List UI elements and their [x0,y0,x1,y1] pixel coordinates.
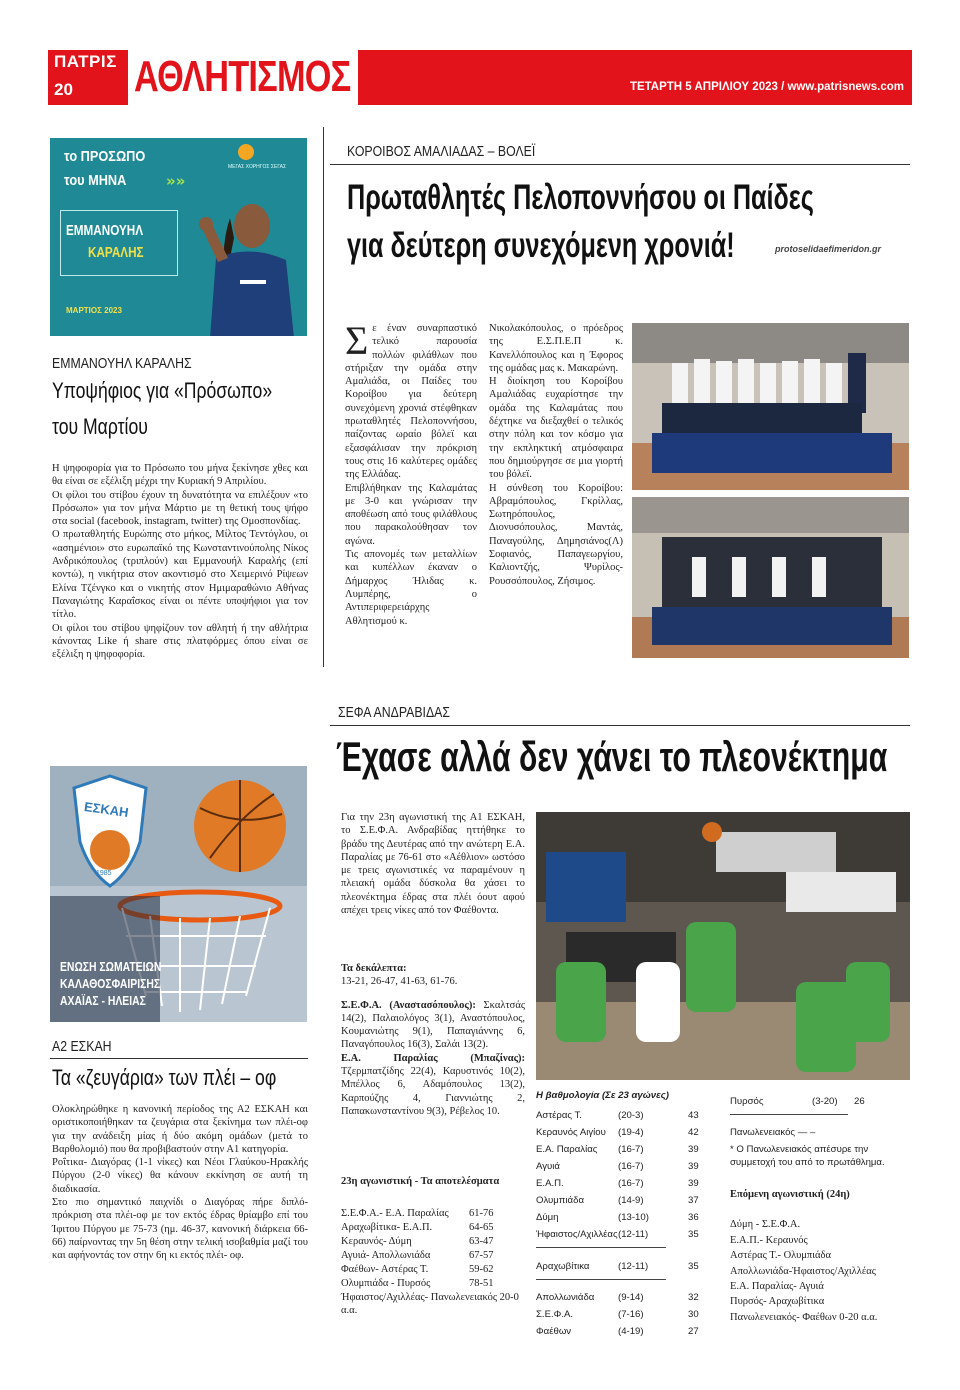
volley-headline-2: για δεύτερη συνεχόμενη χρονιά! [347,226,735,265]
team-points: 32 [688,1292,699,1303]
eskah-headline: Τα «ζευγάρια» των πλέι – οφ [52,1065,277,1090]
paralia-team-label: Ε.Α. Παραλίας (Μπαζίνας): [341,1052,525,1064]
column-divider [323,127,324,667]
team-record: (16-7) [618,1144,644,1155]
standings-divider [730,1114,848,1115]
team-record: (12-11) [618,1261,649,1272]
sefa-kicker: ΣΕΦΑ ΑΝΔΡΑΒΙΔΑΣ [338,704,450,721]
name-frame [60,210,178,276]
volley-headline-1: Πρωταθλητές Πελοποννήσου οι Παίδες [347,178,814,217]
double-arrow-icon: »» [166,172,186,190]
page-number: 20 [54,80,73,99]
team-name: Κεραυνός Αιγίου [536,1127,606,1138]
team-record: (7-16) [618,1309,644,1320]
fixture: Ε.Α.Π.- Κεραυνός [730,1234,808,1246]
standings-divider [536,1247,666,1248]
promo-line1: το ΠΡΟΣΩΠΟ [64,148,146,165]
result-score: 67-57 [469,1250,494,1261]
promo-last-name: ΚΑΡΑΛΗΣ [88,244,144,261]
ad-line1: ΕΝΩΣΗ ΣΩΜΑΤΕΙΩΝ [60,959,162,974]
dropcap-letter: Σ [345,318,369,363]
fixture: Πυρσός- Αραχωβίτικα [730,1296,825,1308]
result-row-last: Ήφαιστος/Αχιλλέας- Πανωλενειακός 20-0 α.α. [341,1292,519,1317]
result-row [341,1207,531,1221]
withdrawal-note: * Ο Πανωλενειακός απέσυρε την συμμετοχή του από το πρωτάθλημα. [730,1144,885,1168]
section-label-box [128,50,358,105]
team-name: Πυρσός [730,1096,764,1107]
sefa-intro-column [341,811,525,917]
promo-first-name: ΕΜΜΑΝΟΥΗΛ [66,222,144,239]
team-record: (19-4) [618,1127,644,1138]
result-match: Αγυιά- Απολλωνιάδα [341,1250,431,1261]
eskah-paragraph: Στο πιο σημαντικό παιχνίδι ο Διαγόρας πήρε διπλό-πρόκριση στα πλέι-οφ με τον εκτός έδρας θρίαμβο επί του Ίφιτου Πύργου με 75-73 (ημ. 46-37, κανονική διάρκεια 66-66) παίρνοντας την 5η θέση στην τελική ισοβαθμία μαζί του και αφήνοντάς τον στην 6η κι εκτός πλέι- οφ. [52,1197,308,1262]
team-points: 42 [688,1127,699,1138]
result-match: Αραχωβίτικα- Ε.Α.Π. [341,1222,433,1233]
volley-column-1 [345,318,477,628]
volley-team-photo-2 [632,497,909,658]
promo-month: ΜΑΡΤΙΟΣ 2023 [66,306,122,315]
eskah-kicker: Α2 ΕΣΚΑΗ [52,1038,112,1055]
team-record: (13-10) [618,1212,649,1223]
result-row [341,1277,531,1291]
result-score: 78-51 [469,1278,494,1289]
paralia-players: Τζερμπατζίδης 22(4), Καρυστινός 10(2), Μπέλλος 6, Αδαμόπουλος 13(2), Καρπούζης 4, Γιαννιώτης 2, Παπακωνσταντίνου 9(3), Ρέβελος 10. [341,1066,525,1117]
results-list [341,1207,531,1318]
eskah-logo-text: ΕΣΚΑΗ [83,798,130,821]
sponsor-logo-icon [238,144,254,160]
withdrawn-team: Πανωλενειακός — – [730,1127,816,1138]
kicker-rule [50,1058,308,1059]
sefa-team-label: Σ.Ε.Φ.Α. (Αναστασόπουλος): [341,999,476,1011]
face-of-month-promo [50,138,307,336]
result-score: 59-62 [469,1264,494,1275]
result-match: Κεραυνός- Δύμη [341,1236,412,1247]
ad-line2: ΚΑΛΑΘΟΣΦΑΙΡΙΣΗΣ [60,976,161,991]
team-points: 35 [688,1261,699,1272]
team-name: Σ.Ε.Φ.Α. [536,1309,574,1320]
team-record: (14-9) [618,1195,644,1206]
karalis-paragraph: Ο πρωταθλητής Ευρώπης στο μήκος, Μίλτος Τεντόγλου, οι «ασημένιοι» στο ευρωπαϊκό της Κωνσταντινούπολης Νίκος Ανδρικόπουλος (τριπλούν) και Εμμανουήλ Καραλής (επί κοντώ), η νικήτρια στον ακοντισμό στο Χειμερινό Ρίψεων Ελίνα Τζένγκο και ο νικητής στον Ημιμαραθώνιο Αθήνας Παναγιώτης Καραΐσκος είναι οι πέντε υποψήφιοι για τον τίτλο. [52,529,308,621]
team-record: (9-14) [618,1292,644,1303]
basketball-game-photo [536,812,910,1080]
next-round [730,1188,910,1325]
eskah-basketball-ad [50,766,307,1022]
result-score: 63-47 [469,1236,494,1247]
fixture: Απολλωνιάδα-Ήφαιστος/Αχιλλέας [730,1265,876,1277]
sefa-intro: Για την 23η αγωνιστική της Α1 ΕΣΚΑΗ, το Σ.Ε.Φ.Α. Ανδραβίδας ηττήθηκε το βράδυ της Δευτέρας από την ανώτερη Ε.Α. Παραλίας με 76-61 στο «Αέθλιον» ωστόσο με τρεις αγωνιστικές να παραμένουν η πλειακή ομάδα δύσκολα θα χάσει το πλεονέκτημα έδρας στα πλέι όουτ αφού απέχει τρεις νίκες από τον Φαέθοντα. [341,812,525,917]
team-points: 27 [688,1326,699,1337]
result-match: Φαέθων- Αστέρας Τ. [341,1264,429,1275]
team-name: Ήφαιστος/Αχιλλέας [536,1229,618,1240]
team-record: (3-20) [812,1096,838,1107]
team-record: (4-19) [618,1326,644,1337]
result-match: Ολυμπιάδα - Πυρσός [341,1278,431,1289]
quarters-label: Τα δεκάλεπτα: [341,963,407,974]
volley-col2-para3: Η σύνθεση του Κοροίβου: Αβραμόπουλος, Γκρίλλας, Σωτηρόπουλος, Διονυσόπουλος, Μαντάς, Παναγούλης, Δημησιάνος(Λ) Σοφιανός, Παπαγεωργίου, Καλιοντζής, Ψυρίλος-Ρουσσόπουλος, Ζήσιμος. [489,482,623,587]
promo-line2: του ΜΗΝΑ [64,172,127,189]
karalis-headline-2: του Μαρτίου [52,414,148,439]
team-name: Φαέθων [536,1326,572,1337]
sefa-headline: Έχασε αλλά δεν χάνει το πλεονέκτημα [336,733,888,780]
eskah-paragraph: Ολοκληρώθηκε η κανονική περίοδος της Α2 ΕΣΚΑΗ και οριστικοποιήθηκαν τα ζευγάρια στα ξεκίνημα των πλέι-οφ για την ανάδειξη μίας ή δύο ακόμη ομάδων (μετά το Βαρθολομιό) που θα προβιβαστούν στην Α1 κατηγορία. [52,1104,308,1155]
issue-date-site: ΤΕΤΑΡΤΗ 5 ΑΠΡΙΛΙΟΥ 2023 / www.patrisnews.com [629,81,904,93]
karalis-paragraph: Οι φίλοι του στίβου έχουν τη δυνατότητα να επιλέξουν «το Πρόσωπο» για τον μήνα Μάρτιο με τη θετική τους ψήφο στα social (facebook, instagram, twitter) της Ομοσπονδίας. [52,489,308,528]
team-name: Δύμη [536,1212,559,1223]
team-name: Αστέρας Τ. [536,1110,582,1121]
volley-col2-para1: Νικολακόπουλος, ο πρόεδρος της Ε.Σ.Π.Ε.Π κ. Κανελλόπουλος και η Έφορος της ομάδας μας κ. Μακαρώνη. [489,323,623,374]
team-record: (16-7) [618,1178,644,1189]
team-name: Αγυιά [536,1161,560,1172]
volley-kicker: ΚΟΡΟΙΒΟΣ ΑΜΑΛΙΑΔΑΣ – ΒΟΛΕΪ [347,143,536,160]
standings-title: Η βαθμολογία (Σε 23 αγώνες) [536,1090,669,1101]
eskah-logo-year: 1985 [96,870,112,877]
volley-col1-text: ε έναν συναρπαστικό τελικό παρουσία πολλών φιλάθλων που στήριξαν την ομάδα στην Αμαλιάδα, οι Παίδες του Κοροίβου για δεύτερη συνεχόμενη χρονιά στέφθηκαν πρωταθλητές Πελοποννήσου, παίζοντας ωραίο βόλεϊ και εξασφάλισαν την πρόκριση τους στις 16 καλύτερες ομάδες της Ελλάδας. [345,323,477,481]
karalis-kicker: ΕΜΜΑΝΟΥΗΛ ΚΑΡΑΛΗΣ [52,355,192,372]
team-name: Απολλωνιάδα [536,1292,595,1303]
sefa-players: Σκαλτσάς 14(2), Παλαιολόγος 3(1), Αναστόπουλος, Κουμανιώτης 9(1), Παπαγιάννης 6, Παναγόπουλος 16(3), Σαλάι 13(2). [341,999,525,1051]
team-points: 36 [688,1212,699,1223]
eskah-body [52,1103,308,1263]
team-points: 39 [688,1178,699,1189]
volley-col1-para3: Τις απονομές των μεταλλίων και κυπέλλων έκαναν ο Δήμαρχος Ήλιδας κ. Λυμπέρης, ο Αντιπεριφερειάρχης Αθλητισμού κ. [345,549,477,627]
volley-team-photo-1 [632,323,909,490]
team-record: (16-7) [618,1161,644,1172]
ad-line3: ΑΧΑΪΑΣ - ΗΛΕΙΑΣ [60,993,146,1008]
team-points: 37 [688,1195,699,1206]
team-points: 26 [854,1096,865,1107]
karalis-headline-1: Υποψήφιος για «Πρόσωπο» [52,378,273,403]
eskah-paragraph: Ροΐτικα- Διαγόρας (1-1 νίκες) και Νέοι Γλαύκου-Ηρακλής Πύργου (2-0 νίκες) θα κάνουν εκκίνηση σε αυτή τη διαδικασία. [52,1157,308,1195]
fixture: Ε.Α. Παραλίας- Αγυιά [730,1280,824,1292]
standings-divider [536,1279,666,1280]
promo-sponsor: ΜΕΓΑΣ ΧΟΡΗΓΟΣ ΣΕΓΑΣ [228,164,287,170]
team-name: Ε.Α. Παραλίας [536,1144,598,1155]
team-name: Ε.Α.Π. [536,1178,564,1189]
team-points: 30 [688,1309,699,1320]
result-row [341,1235,531,1249]
page-header [48,50,912,105]
result-row [341,1221,531,1235]
fixture: Δύμη - Σ.Ε.Φ.Α. [730,1219,801,1231]
newspaper-brand: ΠΑΤΡΙΣ [54,52,117,71]
result-score: 64-65 [469,1222,494,1233]
volley-column-2 [489,322,623,588]
result-row [341,1249,531,1263]
fixture: Αστέρας Τ.- Ολυμπιάδα [730,1250,831,1262]
team-name: Αραχωβίτικα [536,1261,590,1272]
result-row [341,1263,531,1277]
team-record: (20-3) [618,1110,644,1121]
quarters-scores: 13-21, 26-47, 41-63, 61-76. [341,976,458,988]
result-score: 61-76 [469,1208,494,1219]
team-points: 39 [688,1144,699,1155]
karalis-paragraph: Η ψηφοφορία για το Πρόσωπο του μήνα ξεκίνησε χθες και θα είναι σε εξέλιξη μέχρι την Κυριακή 9 Απριλίου. [52,463,308,488]
sefa-boxscore [341,962,525,1118]
karalis-body [52,462,308,661]
kicker-rule [330,725,910,726]
volley-col1-para2: Επιβλήθηκαν της Καλαμάτας με 3-0 και γνώρισαν την αποθέωση από τους φιλάθλους που παρακολούθησαν τον αγώνα. [345,482,477,547]
athlete-photo [190,188,300,336]
results-title: 23η αγωνιστική - Τα αποτελέσματα [341,1176,500,1187]
source-credit: protoselidaefimeridon.gr [775,244,882,254]
section-title: ΑΘΛΗΤΙΣΜΟΣ [134,52,351,101]
volley-col2-para2: Η διοίκηση του Κοροίβου Αμαλιάδας ευχαρίστησε την ομάδα της Καλαμάτας που δέχτηκε να διεξαχθεί ο τελικός στην πόλη και τον κόσμο για την εκπληκτική ατμόσφαιρα που δημιούργησε σε μια γιορτή του βόλεϊ. [489,376,623,481]
team-record: (12-11) [618,1229,649,1240]
kicker-rule [330,164,910,165]
team-points: 35 [688,1229,699,1240]
fixture: Πανωλενειακός- Φαέθων 0-20 α.α. [730,1311,878,1323]
team-points: 39 [688,1161,699,1172]
next-round-title: Επόμενη αγωνιστική (24η) [730,1189,850,1200]
result-match: Σ.Ε.Φ.Α.- Ε.Α. Παραλίας [341,1208,449,1219]
karalis-paragraph: Οι φίλοι του στίβου ψηφίζουν τον αθλητή ή την αθλήτρια κάνοντας Like ή share στις πλατφόρμες όπου είναι σε εξέλιξη η ψηφοφορία. [52,622,308,661]
team-points: 43 [688,1110,699,1121]
team-name: Ολυμπιάδα [536,1195,584,1206]
